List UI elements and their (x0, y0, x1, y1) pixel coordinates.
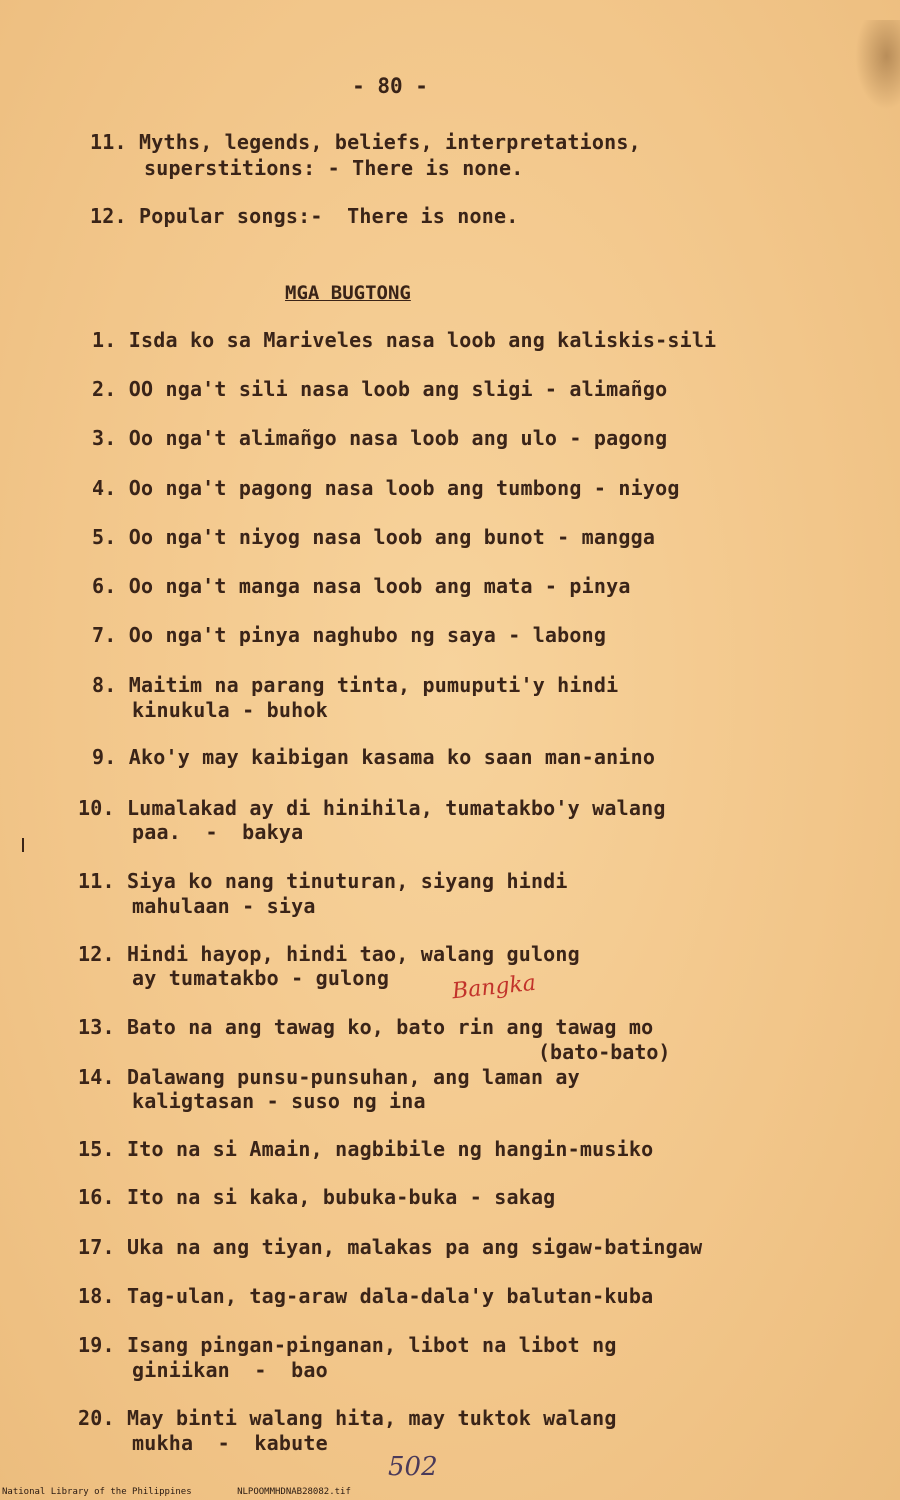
handwritten-note: Bangka (450, 970, 538, 1005)
riddle-2: 2. OO nga't sili nasa loob ang sligi - alimañgo (92, 377, 668, 401)
paper-stain (855, 20, 900, 110)
footer-file-id: NLPOOMMHDNAB28082.tif (237, 1487, 351, 1497)
riddle-6: 6. Oo nga't manga nasa loob ang mata - pinya (92, 574, 631, 598)
footer (2, 1487, 391, 1497)
riddle-8-line-1: 8. Maitim na parang tinta, pumuputi'y hindi (92, 673, 619, 697)
riddle-12-line-1: 12. Hindi hayop, hindi tao, walang gulong (78, 942, 580, 966)
riddle-4: 4. Oo nga't pagong nasa loob ang tumbong - niyog (92, 476, 680, 500)
riddle-20-line-1: 20. May binti walang hita, may tuktok walang (78, 1406, 617, 1430)
item-11-line-1: 11. Myths, legends, beliefs, interpretations, (90, 130, 641, 154)
footer-library: National Library of the Philippines (2, 1487, 192, 1497)
riddle-1: 1. Isda ko sa Mariveles nasa loob ang kaliskis-sili (92, 328, 717, 352)
riddle-15: 15. Ito na si Amain, nagbibile ng hangin-musiko (78, 1137, 654, 1161)
riddle-12-line-2: ay tumatakbo - gulong (132, 966, 390, 990)
page-number: - 80 - (352, 74, 428, 98)
riddle-19-line-2: giniikan - bao (132, 1358, 328, 1382)
riddle-18: 18. Tag-ulan, tag-araw dala-dala'y balutan-kuba (78, 1284, 654, 1308)
riddle-20-line-2: mukha - kabute (132, 1431, 328, 1455)
item-12-line: 12. Popular songs:- There is none. (90, 204, 519, 228)
riddle-17: 17. Uka na ang tiyan, malakas pa ang sigaw-batingaw (78, 1235, 703, 1259)
section-heading: MGA BUGTONG (285, 282, 411, 304)
margin-mark (22, 838, 24, 852)
riddle-5: 5. Oo nga't niyog nasa loob ang bunot - mangga (92, 525, 656, 549)
item-11-line-2: superstitions: - There is none. (144, 156, 524, 180)
riddle-7: 7. Oo nga't pinya naghubo ng saya - labong (92, 623, 607, 647)
folio-number: 502 (388, 1452, 438, 1482)
riddle-11-line-1: 11. Siya ko nang tinuturan, siyang hindi (78, 869, 568, 893)
riddle-13-answer: (bato-bato) (538, 1040, 671, 1064)
riddle-11-line-2: mahulaan - siya (132, 894, 316, 918)
riddle-13: 13. Bato na ang tawag ko, bato rin ang tawag mo (78, 1015, 654, 1039)
riddle-10-line-1: 10. Lumalakad ay di hinihila, tumatakbo'y walang (78, 796, 666, 820)
riddle-19-line-1: 19. Isang pingan-pinganan, libot na libot ng (78, 1333, 617, 1357)
riddle-3: 3. Oo nga't alimañgo nasa loob ang ulo - pagong (92, 426, 668, 450)
riddle-14-line-2: kaligtasan - suso ng ina (132, 1089, 426, 1113)
riddle-14-line-1: 14. Dalawang punsu-punsuhan, ang laman ay (78, 1065, 580, 1089)
riddle-8-line-2: kinukula - buhok (132, 698, 328, 722)
riddle-16: 16. Ito na si kaka, bubuka-buka - sakag (78, 1185, 556, 1209)
riddle-10-line-2: paa. - bakya (132, 820, 304, 844)
riddle-9: 9. Ako'y may kaibigan kasama ko saan man-anino (92, 745, 656, 769)
